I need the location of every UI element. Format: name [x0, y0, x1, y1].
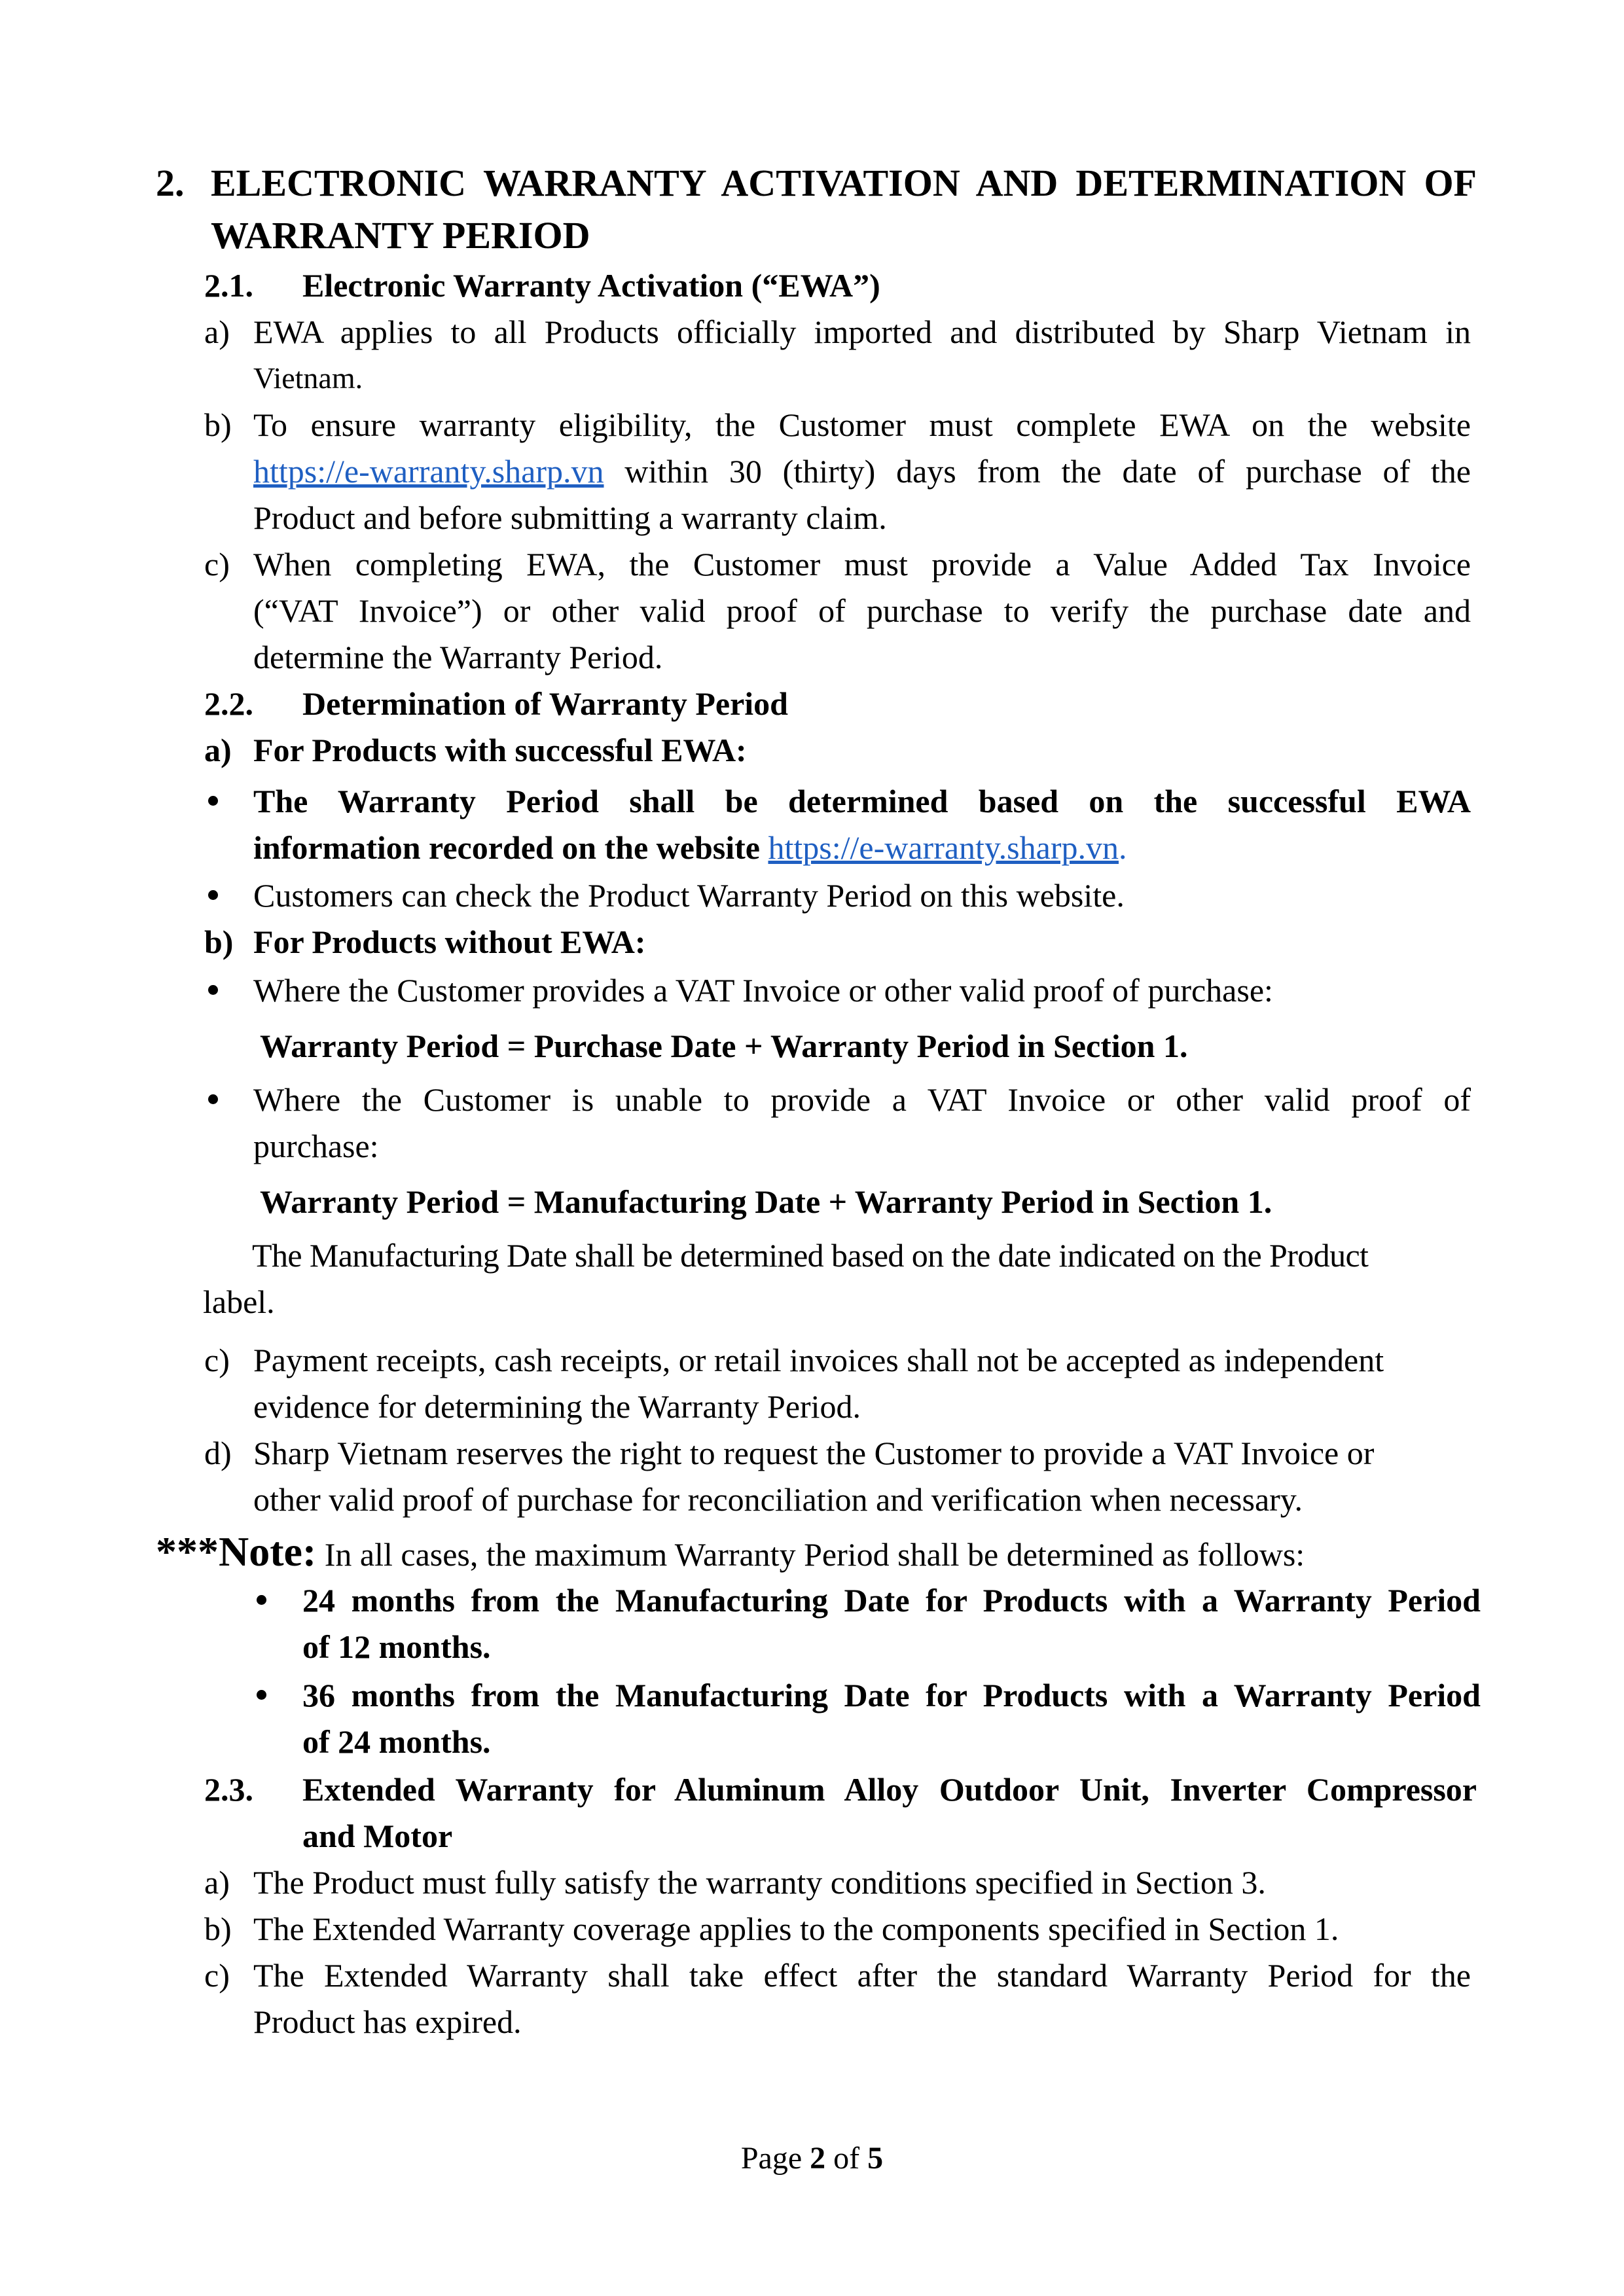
- subsection-title-2-2: Determination of Warranty Period: [302, 685, 788, 722]
- item-text: The Extended Warranty shall take effect after the standard Warranty Period for the: [253, 1957, 1471, 1994]
- item-label-c: c): [204, 1957, 230, 1994]
- item-title: For Products with successful EWA:: [253, 732, 747, 768]
- item-text-with-link: https://e-warranty.sharp.vn within 30 (thirty) days from the date of purchase of the: [253, 453, 1471, 490]
- formula: Warranty Period = Purchase Date + Warranty Period in Section 1.: [260, 1028, 1188, 1064]
- item-label-a: a): [204, 1864, 230, 1901]
- note-line: ***Note: In all cases, the maximum Warranty Period shall be determined as follows:: [156, 1528, 1305, 1575]
- bullet-text: Where the Customer is unable to provide a VAT Invoice or other valid proof of: [253, 1081, 1471, 1118]
- item-text: evidence for determining the Warranty Period.: [253, 1388, 861, 1425]
- bullet-text-with-link: information recorded on the website https://e-warranty.sharp.vn.: [253, 829, 1127, 866]
- item-text: EWA applies to all Products officially imported and distributed by Sharp Vietnam in: [253, 314, 1471, 350]
- bullet-icon: [208, 890, 218, 900]
- note-bullet-text: of 12 months.: [302, 1628, 491, 1665]
- bullet-icon: [208, 1094, 218, 1104]
- note-bullet-text: of 24 months.: [302, 1723, 491, 1760]
- ewarranty-link[interactable]: https://e-warranty.sharp.vn: [253, 453, 604, 490]
- item-label-a: a): [204, 314, 230, 350]
- item-label-b: b): [204, 924, 234, 960]
- item-text: Product has expired.: [253, 2003, 522, 2040]
- paragraph-text: The Manufacturing Date shall be determined based on the date indicated on the Product: [252, 1237, 1369, 1274]
- bullet-text: The Warranty Period shall be determined based on the successful EWA: [253, 783, 1471, 819]
- bullet-text: Where the Customer provides a VAT Invoice or other valid proof of purchase:: [253, 972, 1273, 1009]
- section-title-line2: WARRANTY PERIOD: [211, 214, 590, 257]
- current-page-number: 2: [810, 2141, 826, 2176]
- item-text: Product and before submitting a warranty claim.: [253, 499, 887, 536]
- item-label-a: a): [204, 732, 232, 768]
- item-label-c: c): [204, 1342, 230, 1378]
- note-bullet-text: 24 months from the Manufacturing Date for Products with a Warranty Period: [302, 1582, 1481, 1619]
- section-title-line1: ELECTRONIC WARRANTY ACTIVATION AND DETERMINATION OF: [211, 162, 1477, 204]
- bullet-icon: [208, 796, 218, 806]
- paragraph-text: label.: [203, 1283, 275, 1320]
- bullet-icon: [257, 1595, 266, 1605]
- item-label-b: b): [204, 406, 232, 443]
- item-text: other valid proof of purchase for reconciliation and verification when necessary.: [253, 1481, 1303, 1518]
- ewarranty-link[interactable]: https://e-warranty.sharp.vn: [768, 829, 1119, 866]
- subsection-title-2-1: Electronic Warranty Activation (“EWA”): [302, 267, 880, 304]
- item-text: The Product must fully satisfy the warranty conditions specified in Section 3.: [253, 1864, 1266, 1901]
- item-text: Sharp Vietnam reserves the right to request the Customer to provide a VAT Invoice or: [253, 1435, 1375, 1471]
- note-label: ***Note:: [156, 1528, 317, 1575]
- subsection-number-2-3: 2.3.: [204, 1771, 253, 1808]
- item-label-b: b): [204, 1910, 232, 1947]
- item-text: The Extended Warranty coverage applies to the components specified in Section 1.: [253, 1910, 1339, 1947]
- subsection-title-2-3: and Motor: [302, 1818, 453, 1854]
- item-text: Payment receipts, cash receipts, or retail invoices shall not be accepted as independent: [253, 1342, 1384, 1378]
- item-label-c: c): [204, 546, 230, 583]
- bullet-text: purchase:: [253, 1128, 379, 1164]
- page-footer: Page 2 of 5: [740, 2141, 884, 2176]
- bullet-icon: [208, 985, 218, 995]
- item-title: For Products without EWA:: [253, 924, 646, 960]
- item-text: determine the Warranty Period.: [253, 639, 663, 675]
- subsection-title-2-3: Extended Warranty for Aluminum Alloy Outdoor Unit, Inverter Compressor: [302, 1771, 1477, 1808]
- total-page-number: 5: [867, 2141, 884, 2176]
- section-number: 2.: [156, 162, 185, 204]
- item-label-d: d): [204, 1435, 232, 1471]
- bullet-text: Customers can check the Product Warranty Period on this website.: [253, 877, 1125, 914]
- item-text: (“VAT Invoice”) or other valid proof of purchase to verify the purchase date and: [253, 592, 1471, 629]
- subsection-number-2-2: 2.2.: [204, 685, 253, 722]
- formula: Warranty Period = Manufacturing Date + Warranty Period in Section 1.: [260, 1183, 1272, 1220]
- bullet-icon: [257, 1690, 266, 1700]
- item-text: Vietnam.: [253, 361, 363, 395]
- item-text: When completing EWA, the Customer must provide a Value Added Tax Invoice: [253, 546, 1471, 583]
- subsection-number-2-1: 2.1.: [204, 267, 253, 304]
- note-bullet-text: 36 months from the Manufacturing Date for Products with a Warranty Period: [302, 1677, 1481, 1713]
- item-text: To ensure warranty eligibility, the Customer must complete EWA on the website: [253, 406, 1471, 443]
